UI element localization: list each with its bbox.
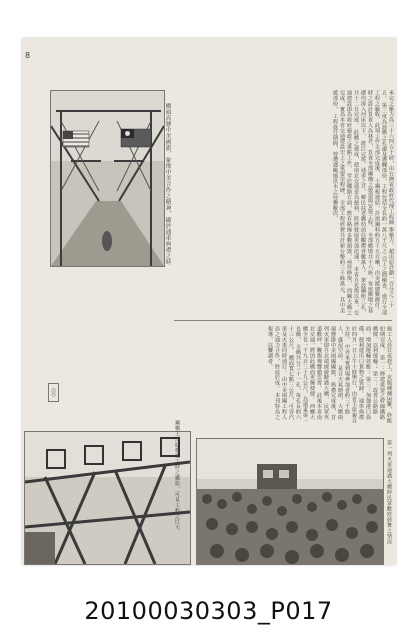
text-col-1: 米完之壓力為三十六四五十磅，由台灣省政府代理工程師 [388,90,394,225]
text-col-17: 第一：修建重要之幹線鐵路橋樑，以利運輸； [372,326,385,420]
text-col-18: 第二：改善公路路面，增加運輸效能； [365,326,378,415]
text-col-21: 中外來賓到場參加者約三千餘人，盛況空前。 [337,326,350,415]
text-col-29: 由中美兩國工程人員之通力合作，終底於成。 [274,326,287,420]
text-col-23: 典禮完成後，首列火車即自北端緩緩駛過大橋， [323,326,336,420]
text-col-4: 完工之間檢查，進行全部工程之驗收，此項工作全部完成後， [374,90,387,316]
text-col-5: 十鋼板連結，計需鋼料約五千五百噸，由美援總數撥付。 [374,178,380,314]
text-col-27: 全橋共分三十一孔，每孔長約六十三公尺。 [288,326,301,420]
text-col-7: 全部橋墩共十六座，每座橋墩之基礎均深入河床以下。 [360,90,373,314]
text-col-3: 第三度為該橋之孔邊及護欄部份，工程包括全長約一萬八千尺之 [381,102,387,254]
text-col-12: 至於鐵路方面，舊有路線多數損毀，亟待修復， [346,172,352,287]
photo-crowd-first-train [196,438,384,565]
text-col-30: 本刊特為之報導，以饗讀者。 [267,326,280,420]
text-col-25: 此後本省南北交通，將因此橋而更臻便捷。 [309,326,322,420]
text-col-10: 此橋之建成，使南北交通更為便利，經濟發展更加迅速， [353,129,359,265]
crowd-first-train-illustration [197,439,383,564]
horizontal-rule [174,320,392,321]
photo-caption-truss-construction: 鋼橋上部結構施工時之攝影，可見工程之巨大 [174,420,180,530]
article-end-mark: （完） [48,383,59,402]
text-col-26: 西螺大橋全長一千九百三十九公尺，為遠東第一長橋， [295,326,315,424]
photo-bridge-flags [50,90,165,267]
text-col-15: 工程進行期間，曾遭遇颱風洪水之侵襲數次， [332,113,338,222]
bridge-flags-illustration [51,91,164,266]
text-col-6: 時之設計負責人為林君，負責全部鋼構之製造與安裝工程， [367,90,373,231]
truss-construction-illustration [25,432,190,564]
photo-caption-bridge-flags: 橋頭高懸中美國旗，象徵中美合作之精神，攝於通車典禮之時 [164,103,171,265]
text-col-20: 通車典禮於四月一日上午十時舉行，由省主席親自主持， [344,326,364,424]
scanned-page [22,38,396,565]
archive-code: 20100030303_P017 [84,597,333,625]
article-block-bottom [66,326,392,424]
text-col-19: 第三：加強港口設備，便利進出口貨物之裝卸。 [358,326,371,420]
text-col-16: 施工人員日夜趕工，克服種種困難，終能如期完成。 [379,326,392,424]
article-block-top [174,90,394,318]
text-col-2: 舉壓力，超出原計劃一百分之二十五。 [381,90,394,308]
text-col-9: 架設鋼桁三孔，共十二日完成。 [353,90,366,316]
text-col-24: 民眾夾道歡呼，鞭炮聲響徹雲霄。 [316,326,329,420]
text-col-13: 西螺大橋之完成，實為本省交通建設史上之重要里程碑， [339,90,352,316]
text-col-14: 全部工程經費共計新台幣約三千餘萬元，其中美援部份， [332,90,345,314]
page-number: 8 [25,51,31,60]
roc-flag-graphic [121,129,151,147]
photo-caption-crowd-first-train: 第一列火車通過大橋時民眾歡欣鼓舞之情況 [386,440,392,545]
text-col-8: 渡江完竣，通車之日，鄉民扶老攜幼前往觀禮者數萬人。 [360,140,366,276]
text-col-11: 本省自光復以來，交通建設即為政府施政之重點工作， [346,90,359,316]
us-flag-graphic [63,131,89,147]
text-col-28: 橋面寬七點三公尺，可容汽車及火車同時通行。 [281,326,294,420]
text-col-22: 是日天氣晴朗，大橋兩端懸掛中美兩國國旗， [330,326,343,420]
photo-truss-construction [24,431,191,565]
